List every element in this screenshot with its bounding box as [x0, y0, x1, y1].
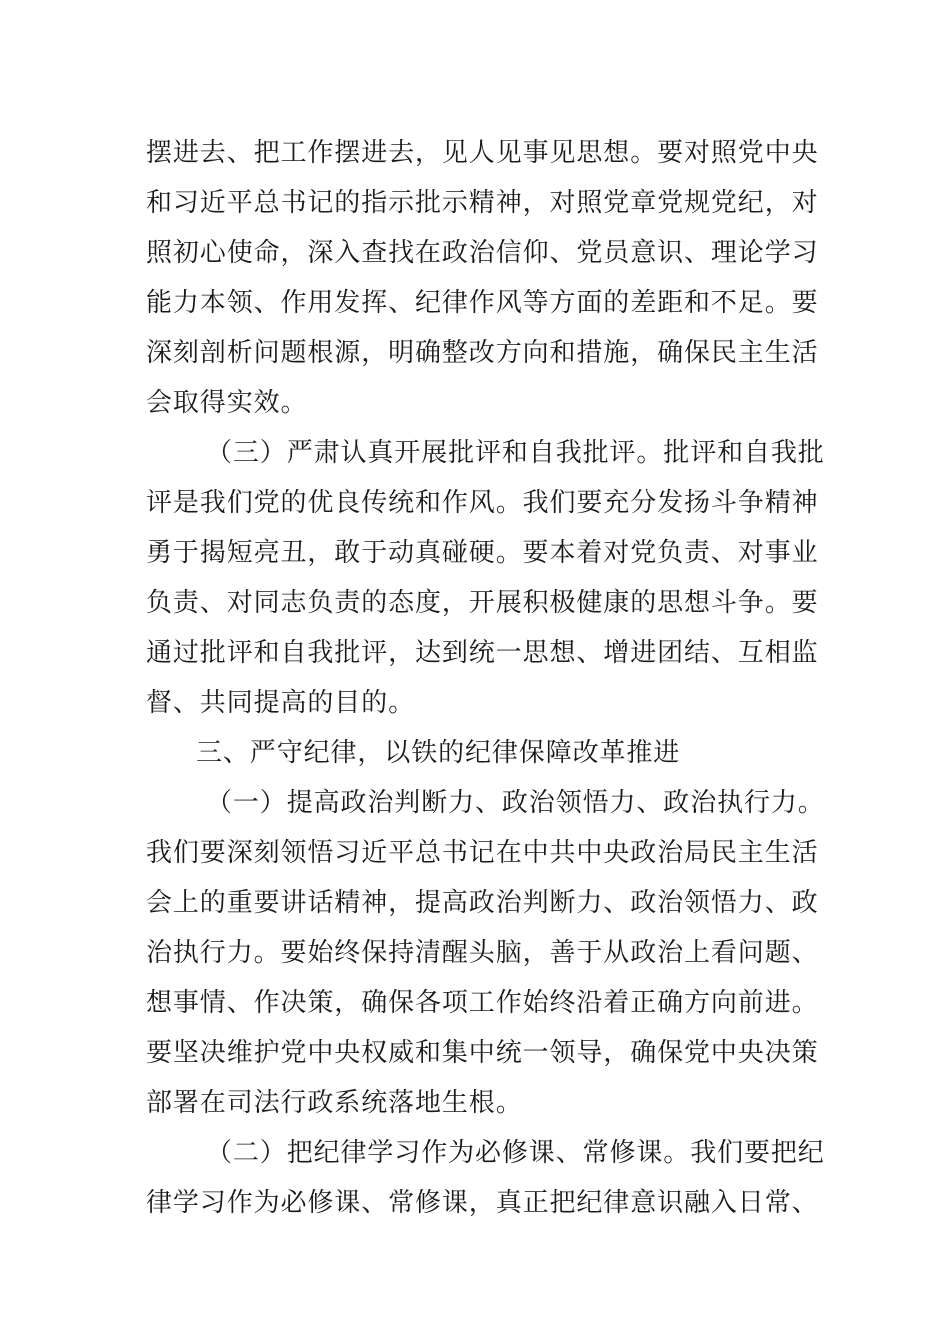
text-line-10: 负责、对同志负责的态度，开展积极健康的思想斗争。要	[146, 588, 819, 618]
text-line-19: 要坚决维护党中央权威和集中统一领导，确保党中央决策	[146, 1038, 819, 1068]
text-line-11: 通过批评和自我批评，达到统一思想、增进团结、互相监	[146, 638, 819, 668]
text-line-2: 和习近平总书记的指示批示精神，对照党章党规党纪，对	[146, 188, 819, 218]
text-line-4: 能力本领、作用发挥、纪律作风等方面的差距和不足。要	[146, 288, 819, 318]
section-heading: 三、严守纪律，以铁的纪律保障改革推进	[196, 738, 681, 768]
text-line-9: 勇于揭短亮丑，敢于动真碰硬。要本着对党负责、对事业	[146, 538, 819, 568]
text-line-1: 摆进去、把工作摆进去，见人见事见思想。要对照党中央	[146, 138, 819, 168]
text-line-18: 想事情、作决策，确保各项工作始终沿着正确方向前进。	[146, 988, 819, 1018]
text-line-20: 部署在司法行政系统落地生根。	[146, 1088, 523, 1118]
text-line-8: 评是我们党的优良传统和作风。我们要充分发扬斗争精神	[146, 488, 819, 518]
text-line-6: 会取得实效。	[146, 388, 308, 418]
text-line-15: 我们要深刻领悟习近平总书记在中共中央政治局民主生活	[146, 838, 819, 868]
paragraph-2-first-line: （二）把纪律学习作为必修课、常修课。我们要把纪	[206, 1138, 825, 1168]
text-line-22: 律学习作为必修课、常修课，真正把纪律意识融入日常、	[146, 1188, 819, 1218]
paragraph-3-first-line: （三）严肃认真开展批评和自我批评。批评和自我批	[206, 438, 825, 468]
text-line-16: 会上的重要讲话精神，提高政治判断力、政治领悟力、政	[146, 888, 819, 918]
text-line-3: 照初心使命，深入查找在政治信仰、党员意识、理论学习	[146, 238, 819, 268]
text-line-17: 治执行力。要始终保持清醒头脑，善于从政治上看问题、	[146, 938, 819, 968]
paragraph-1-first-line: （一）提高政治判断力、政治领悟力、政治执行力。	[206, 788, 825, 818]
text-line-12: 督、共同提高的目的。	[146, 688, 416, 718]
text-line-5: 深刻剖析问题根源，明确整改方向和措施，确保民主生活	[146, 338, 819, 368]
